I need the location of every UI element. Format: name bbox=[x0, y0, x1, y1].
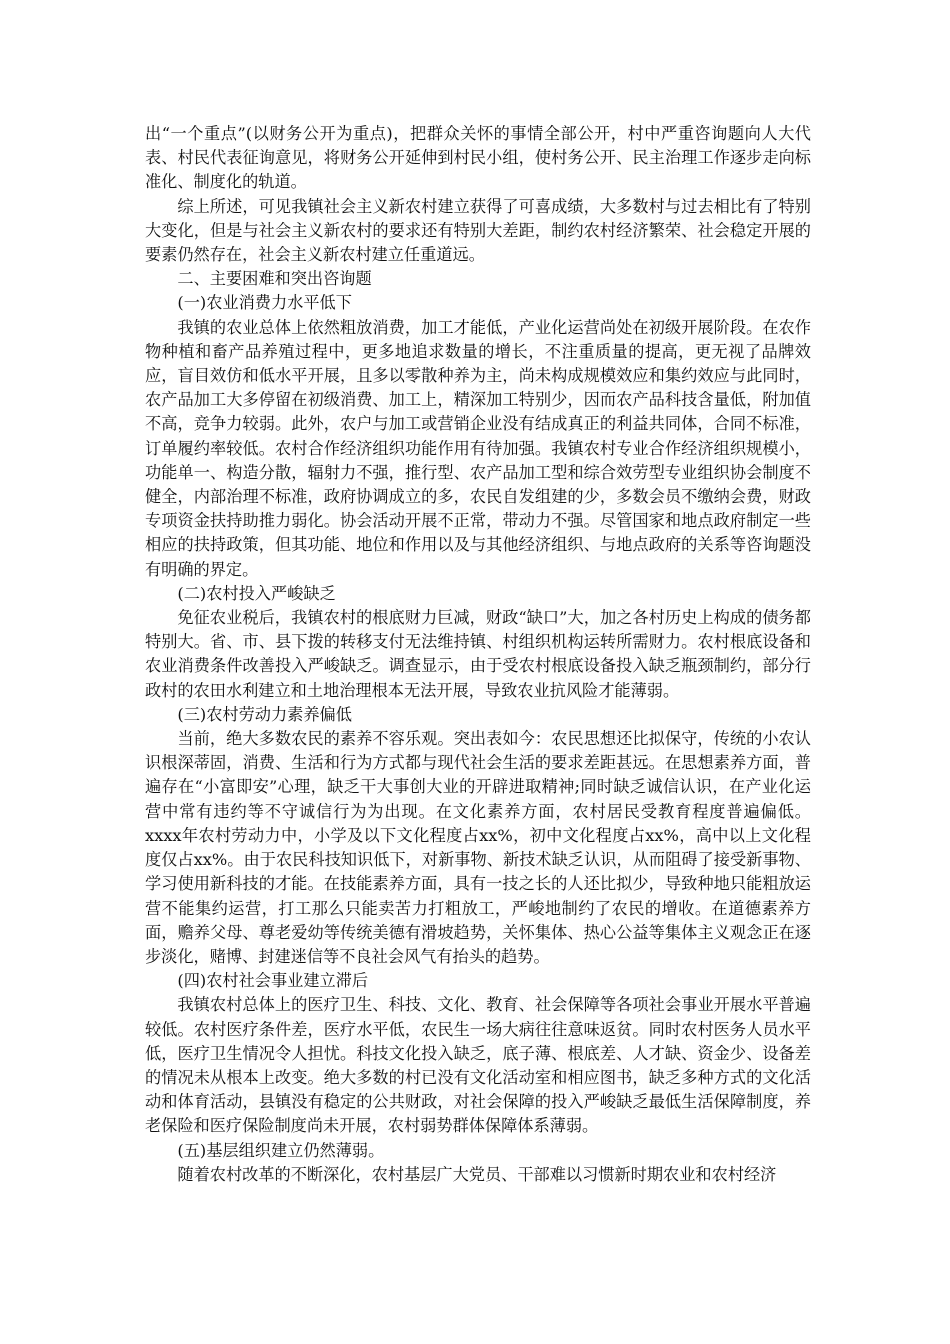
subsection-heading-3: (三)农村劳动力素养偏低 bbox=[177, 704, 352, 724]
paragraph-body-2: 免征农业税后，我镇农村的根底财力巨减，财政“缺口”大，加之各村历史上构成的债务都特别大。省、市、县下拨的转移支付无法维持镇、村组织机构运转所需财力。农村根底设备和农业消费条件改善投入严峻缺乏。调查显示，由于受农村根底设备投入缺乏瓶颈制约，部分行政村的农田水利建立和土地治理根本无法开展，导致农业抗风险才能薄弱。 bbox=[145, 608, 811, 700]
subsection-heading-5: (五)基层组织建立仍然薄弱。 bbox=[177, 1140, 385, 1160]
paragraph-body-1: 我镇的农业总体上依然粗放消费，加工才能低，产业化运营尚处在初级开展阶段。在农作物种植和畜产品养殖过程中，更多地追求数量的增长，不注重质量的提高，更无视了品牌效应，盲目效仿和低水平开展，且多以零散种养为主，尚未构成规模效应和集约效应与此同时，农产品加工大多停留在初级消费、加工上，精深加工特别少，因而农产品科技含量低，附加值不高，竞争力较弱。此外，农户与加工或营销企业没有结成真正的利益共同体，合同不标准，订单履约率较低。农村合作经济组织功能作用有待加强。我镇农村专业合作经济组织规模小，功能单一、构造分散，辐射力不强，推行型、农产品加工型和综合效劳型专业组织协会制度不健全，内部治理不标准，政府协调成立的多，农民自发组建的少，多数会员不缴纳会费，财政专项资金扶持助推力弱化。协会活动开展不正常，带动力不强。尽管国家和地点政府制定一些相应的扶持政策，但其功能、地位和作用以及与其他经济组织、与地点政府的关系等咨询题没有明确的界定。 bbox=[145, 317, 811, 579]
subsection-heading-4: (四)农村社会事业建立滞后 bbox=[177, 971, 369, 991]
paragraph-continuation: 出“一个重点”(以财务公开为重点)，把群众关怀的事情全部公开，村中严重咨询题向人大代表、村民代表征询意见，将财务公开延伸到村民小组，使村务公开、民主治理工作逐步走向标准化、制度化的轨道。 bbox=[145, 124, 811, 192]
paragraph-summary: 综上所述，可见我镇社会主义新农村建立获得了可喜成绩，大多数村与过去相比有了特别大变化，但是与社会主义新农村的要求还有特别大差距，制约农村经济繁荣、社会稳定开展的要素仍然存在，社会主义新农村建立任重道远。 bbox=[145, 196, 811, 265]
document-body bbox=[145, 122, 811, 1187]
subsection-heading-1: (一)农业消费力水平低下 bbox=[177, 293, 352, 313]
section-heading: 二、主要困难和突出咨询题 bbox=[177, 269, 372, 289]
paragraph-body-4: 我镇农村总体上的医疗卫生、科技、文化、教育、社会保障等各项社会事业开展水平普遍较低。农村医疗条件差，医疗水平低，农民生一场大病往往意味返贫。同时农村医务人员水平低，医疗卫生情况令人担忧。科技文化投入缺乏，底子薄、根底差、人才缺、资金少、设备差的情况未从根本上改变。绝大多数的村已没有文化活动室和相应图书，缺乏多种方式的文化活动和体育活动，县镇没有稳定的公共财政，对社会保障的投入严峻缺乏最低生活保障制度，养老保险和医疗保险制度尚未开展，农村弱势群体保障体系薄弱。 bbox=[145, 995, 811, 1136]
paragraph-body-5: 随着农村改革的不断深化，农村基层广大党员、干部难以习惯新时期农业和农村经济 bbox=[177, 1164, 777, 1184]
subsection-heading-2: (二)农村投入严峻缺乏 bbox=[177, 583, 336, 603]
paragraph-body-3: 当前，绝大多数农民的素养不容乐观。突出表如今：农民思想还比拟保守，传统的小农认识根深蒂固，消费、生活和行为方式都与现代社会生活的要求差距甚远。在思想素养方面，普遍存在“小富即安”心理，缺乏干大事创大业的开辟进取精神;同时缺乏诚信认识，在产业化运营中常有违约等不守诚信行为为出现。在文化素养方面，农村居民受教育程度普遍偏低。xxxx年农村劳动力中，小学及以下文化程度占xx%，初中文化程度占xx%，高中以上文化程度仅占xx%。由于农民科技知识低下，对新事物、新技术缺乏认识，从而阻碍了接受新事物、学习使用新科技的才能。在技能素养方面，具有一技之长的人还比拟少，导致种地只能粗放运营不能集约运营，打工那么只能卖苦力打粗放工，严峻地制约了农民的增收。在道德素养方面，赡养父母、尊老爱幼等传统美德有滑坡趋势，关怀集体、热心公益等集体主义观念正在逐步淡化，赌博、封建迷信等不良社会风气有抬头的趋势。 bbox=[145, 729, 811, 966]
